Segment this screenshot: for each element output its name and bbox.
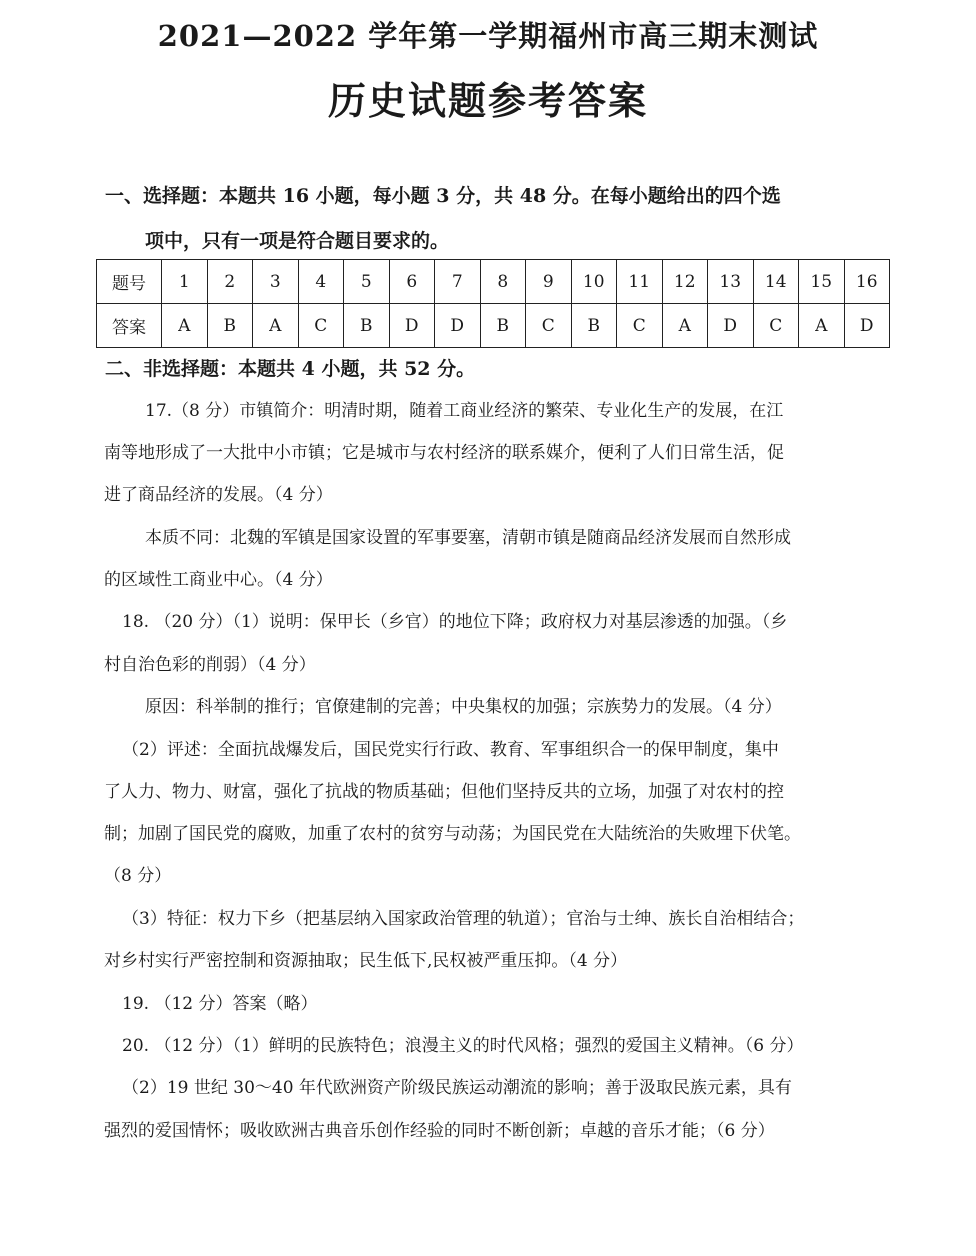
- answer-cell: C: [298, 304, 344, 348]
- table-row-answers: [97, 304, 890, 348]
- answer-cell: D: [708, 304, 754, 348]
- answer-text-line: （2）评述：全面抗战爆发后，国民党实行行政、教育、军事组织合一的保甲制度，集中: [122, 740, 779, 760]
- answer-cell: A: [799, 304, 845, 348]
- answer-text-line: （8 分）: [104, 866, 172, 886]
- row-label-number: 题号: [97, 260, 162, 304]
- answer-cell: D: [844, 304, 890, 348]
- section1-heading: 一、选择题：本题共 16 小题，每小题 3 分，共 48 分。在每小题给出的四个选: [105, 185, 781, 207]
- row-label-answer: 答案: [97, 304, 162, 348]
- answer-text-line: 制；加剧了国民党的腐败，加重了农村的贫穷与动荡；为国民党在大陆统治的失败埋下伏笔。: [104, 824, 801, 844]
- question-number: 6: [389, 260, 435, 304]
- answer-cell: C: [753, 304, 799, 348]
- answer-cell: A: [662, 304, 708, 348]
- question-number: 12: [662, 260, 708, 304]
- question-number: 3: [253, 260, 299, 304]
- answer-cell: B: [207, 304, 253, 348]
- answer-text-line: （2）19 世纪 30～40 年代欧洲资产阶级民族运动潮流的影响；善于汲取民族元素，具有: [122, 1078, 792, 1098]
- page-title: 2021—2022 学年第一学期福州市高三期末测试: [157, 19, 819, 53]
- answer-text-line: 强烈的爱国情怀；吸收欧洲古典音乐创作经验的同时不断创新；卓越的音乐才能；（6 分）: [104, 1121, 775, 1141]
- answer-cell: C: [617, 304, 663, 348]
- answer-text-line: （3）特征：权力下乡（把基层纳入国家政治管理的轨道）；官治与士绅、族长自治相结合；: [122, 909, 805, 929]
- answer-text-line: 本质不同：北魏的军镇是国家设置的军事要塞，清朝市镇是随商品经济发展而自然形成: [145, 528, 791, 548]
- table-row-numbers: [97, 260, 890, 304]
- answer-text-line: 村自治色彩的削弱）（4 分）: [104, 655, 316, 675]
- question-number: 4: [298, 260, 344, 304]
- question-number: 1: [162, 260, 208, 304]
- question-number: 5: [344, 260, 390, 304]
- question-number: 9: [526, 260, 572, 304]
- answer-cell: B: [571, 304, 617, 348]
- answer-text-line: 了人力、物力、财富，强化了抗战的物质基础；但他们坚持反共的立场，加强了对农村的控: [104, 782, 784, 802]
- question-number: 16: [844, 260, 890, 304]
- answer-cell: D: [389, 304, 435, 348]
- answer-text-line: 南等地形成了一大批中小市镇；它是城市与农村经济的联系媒介，便利了人们日常生活，促: [104, 443, 784, 463]
- answer-text-line: 进了商品经济的发展。（4 分）: [104, 485, 333, 505]
- answer-cell: B: [344, 304, 390, 348]
- question-number: 8: [480, 260, 526, 304]
- question-number: 2: [207, 260, 253, 304]
- answer-cell: A: [162, 304, 208, 348]
- answer-table: [96, 259, 890, 348]
- question-number: 15: [799, 260, 845, 304]
- answer-text-line: 原因：科举制的推行；官僚建制的完善；中央集权的加强；宗族势力的发展。（4 分）: [145, 697, 782, 717]
- question-number: 14: [753, 260, 799, 304]
- answer-text-line: 18. （20 分）（1）说明：保甲长（乡官）的地位下降；政府权力对基层渗透的加强。（乡: [122, 612, 788, 632]
- answer-text-line: 对乡村实行严密控制和资源抽取；民生低下,民权被严重压抑。（4 分）: [104, 951, 628, 971]
- answer-cell: B: [480, 304, 526, 348]
- question-number: 13: [708, 260, 754, 304]
- question-number: 11: [617, 260, 663, 304]
- question-number: 10: [571, 260, 617, 304]
- question-number: 7: [435, 260, 481, 304]
- answer-text-line: 17.（8 分）市镇简介：明清时期，随着工商业经济的繁荣、专业化生产的发展，在江: [145, 401, 784, 421]
- answer-cell: D: [435, 304, 481, 348]
- answer-cell: C: [526, 304, 572, 348]
- answer-cell: A: [253, 304, 299, 348]
- answer-text-line: 的区域性工商业中心。（4 分）: [104, 570, 333, 590]
- section1-heading-cont: 项中，只有一项是符合题目要求的。: [145, 230, 450, 252]
- answer-text-line: 19. （12 分）答案（略）: [122, 994, 318, 1014]
- section2-heading: 二、非选择题：本题共 4 小题，共 52 分。: [105, 358, 476, 380]
- page-subtitle: 历史试题参考答案: [327, 78, 648, 123]
- answer-text-line: 20. （12 分）（1）鲜明的民族特色；浪漫主义的时代风格；强烈的爱国主义精神。（6 分）: [122, 1036, 804, 1056]
